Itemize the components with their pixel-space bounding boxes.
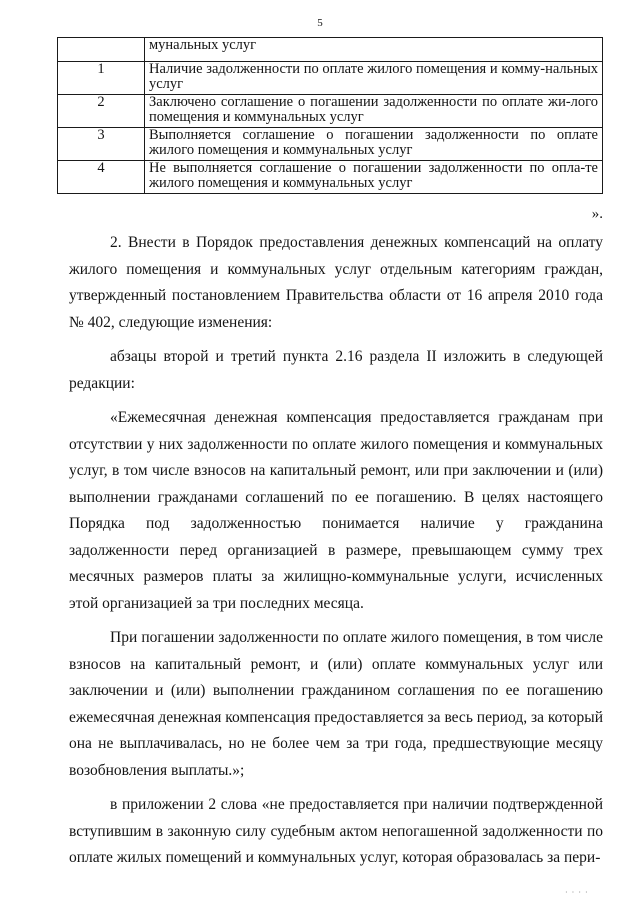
table-cell-text: Выполняется соглашение о погашении задолженности по оплате жилого помещения и коммунальных услуг: [145, 128, 603, 161]
table-row: [58, 161, 603, 194]
paragraph-quoted-text-2: При погашении задолженности по оплате жилого помещения, в том числе взносов на капитальный ремонт, и (или) оплате коммунальных услуг или заключении и (или) выполнении гражданином соглашения по ее погашению ежемесячная денежная компенсация предоставляется за весь период, за который она не выплачивалась, но не более чем за три года, предшествующие месяцу возобновления выплаты.»;: [69, 629, 603, 779]
table-cell-number: 2: [58, 95, 145, 128]
paragraph-amendment-intro: 2. Внести в Порядок предоставления денежных компенсаций на оплату жилого помещения и коммунальных услуг отдельным категориям граждан, утвержденный постановлением Правительства области от 16 апреля 2010 года № 402, следующие изменения:: [69, 234, 603, 331]
table-cell-number: [58, 38, 145, 62]
table-row: [58, 38, 603, 62]
table-row: [58, 128, 603, 161]
table-cell-text: Наличие задолженности по оплате жилого помещения и комму-нальных услуг: [145, 62, 603, 95]
table-cell-number: 3: [58, 128, 145, 161]
closing-quote: ».: [591, 206, 603, 222]
table-cell-text: Не выполняется соглашение о погашении задолженности по опла-те жилого помещения и коммунальных услуг: [145, 161, 603, 194]
corner-mark: · · · ·: [565, 888, 589, 897]
table-row: [58, 95, 603, 128]
table-cell-text: Заключено соглашение о погашении задолженности по оплате жи-лого помещения и коммунальных услуг: [145, 95, 603, 128]
table-cell-text: мунальных услуг: [145, 38, 603, 62]
table-cell-number: 1: [58, 62, 145, 95]
paragraph-instruction: абзацы второй и третий пункта 2.16 раздела II изложить в следующей редакции:: [69, 348, 603, 392]
paragraph-appendix-change: в приложении 2 слова «не предоставляется при наличии подтвержденной вступившим в законную силу судебным актом непогашенной задолженности по оплате жилых помещений и коммунальных услуг, которая образовалась за пери-: [69, 796, 603, 866]
status-code-table: [57, 37, 603, 194]
paragraph-quoted-text-1: «Ежемесячная денежная компенсация предоставляется гражданам при отсутствии у них задолженности по оплате жилого помещения и коммунальных услуг, в том числе взносов на капитальный ремонт, или при заключении и (или) выполнении гражданами соглашений по ее погашению. В целях настоящего Порядка под задолженностью понимается наличие у гражданина задолженности перед организацией в размере, превышающем сумму трех месячных размеров платы за жилищно-коммунальные услуги, исчисленных этой организацией за три последних месяца.: [69, 409, 603, 612]
table-cell-number: 4: [58, 161, 145, 194]
page-number: 5: [317, 17, 323, 29]
table-row: [58, 62, 603, 95]
document-body: [69, 230, 603, 872]
